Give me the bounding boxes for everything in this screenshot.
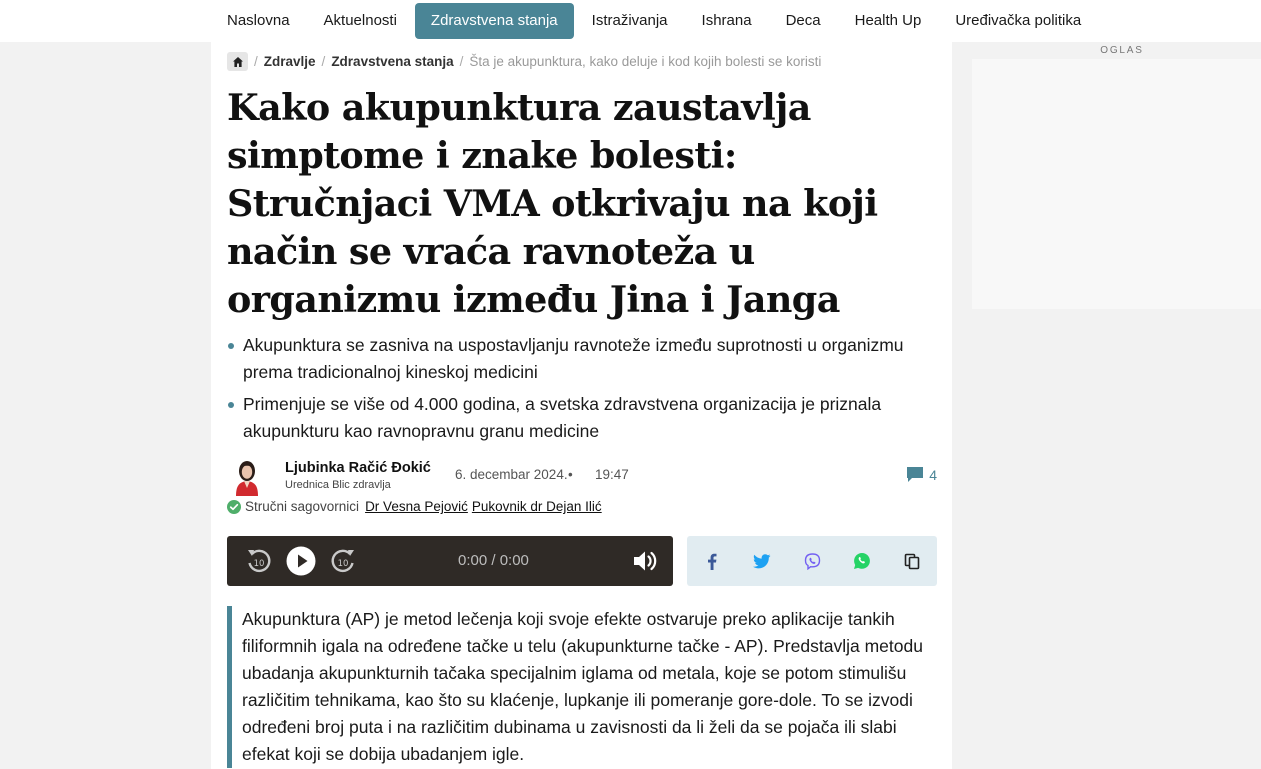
author-avatar[interactable]: [227, 454, 267, 496]
experts-label: Stručni sagovornici: [245, 499, 360, 514]
nav-item-zdravstvena-stanja[interactable]: Zdravstvena stanja: [415, 3, 574, 39]
article-title: Kako akupunktura zaustavlja simptome i znake bolesti: Stručnjaci VMA otkrivaju na koji način se vraća ravnoteža u organizmu između Jina i Janga: [227, 86, 878, 321]
ad-label: OGLAS: [1100, 45, 1144, 56]
article-highlights: [227, 332, 937, 450]
article-column: [211, 42, 952, 769]
article-lead: [227, 606, 939, 768]
share-facebook-button[interactable]: [702, 551, 722, 571]
nav-item-naslovna[interactable]: Naslovna: [227, 12, 290, 29]
comment-count: 4: [929, 466, 937, 483]
audio-time: 0:00 / 0:00: [458, 552, 529, 569]
share-whatsapp-button[interactable]: [852, 551, 872, 571]
forward-10-button[interactable]: [327, 545, 359, 577]
expert-link[interactable]: Dr Vesna Pejović: [365, 499, 468, 514]
rewind-seconds-label: 10: [253, 559, 265, 569]
breadcrumb-separator: /: [459, 54, 464, 69]
breadcrumb-link-zdravlje[interactable]: Zdravlje: [263, 54, 316, 69]
audio-player: [227, 536, 673, 586]
author-role: Urednica Blic zdravlja: [285, 479, 391, 491]
lead-paragraph: Akupunktura (AP) je metod lečenja koji svoje efekte ostvaruje preko aplikacije tankih filiformnih igala na određene tačke u telu (akupunkturne tačke - AP). Predstavlja metodu ubadanja akupunkturnih tačaka specijalnim iglama od metala, koje se potom stimulišu različitim tehnikama, kao što su klaćenje, lupkanje ili pomeranje gore-dole. To se izvodi određeni broj puta i na različitim dubinama u zavisnosti da li želi da se pojača ili slabi efekat koji se dobija ubadanjem igle.: [242, 609, 923, 764]
nav-item-health-up[interactable]: Health Up: [854, 12, 922, 29]
expert-link[interactable]: Pukovnik dr Dejan Ilić: [471, 499, 602, 514]
breadcrumb-separator: /: [321, 54, 326, 69]
author-name[interactable]: Ljubinka Račić Đokić: [285, 460, 431, 476]
facebook-icon: [707, 553, 717, 570]
breadcrumb-current: Šta je akupunktura, kako deluje i kod kojih bolesti se koristi: [469, 54, 822, 69]
nav-item-deca[interactable]: Deca: [785, 12, 821, 29]
nav-item-ishrana[interactable]: Ishrana: [701, 12, 752, 29]
highlight-item: Akupunktura se zasniva na uspostavljanju ravnoteže između suprotnosti u organizmu prema tradicionalnoj kineskoj medicini: [227, 332, 937, 386]
nav-item-uredjivacka-politika[interactable]: Uređivačka politika: [955, 12, 1082, 29]
breadcrumb-link-zdravstvena-stanja[interactable]: Zdravstvena stanja: [331, 54, 454, 69]
share-viber-button[interactable]: [802, 551, 822, 571]
share-bar: [687, 536, 937, 586]
forward-seconds-label: 10: [337, 559, 349, 569]
nav-item-aktuelnosti[interactable]: Aktuelnosti: [323, 12, 397, 29]
volume-button[interactable]: [629, 545, 661, 577]
twitter-icon: [753, 554, 771, 569]
play-button[interactable]: [285, 545, 317, 577]
share-twitter-button[interactable]: [752, 551, 772, 571]
verified-check-icon: [227, 500, 241, 514]
breadcrumb: [227, 52, 821, 71]
top-navigation: [0, 0, 1261, 42]
author-avatar-image: [227, 454, 267, 496]
meta-separator: •: [568, 467, 573, 482]
article-meta: [227, 454, 937, 496]
breadcrumb-separator: /: [254, 54, 258, 69]
expert-sources: [227, 499, 606, 514]
copy-icon: [904, 553, 920, 570]
publish-date: 6. decembar 2024.: [455, 467, 568, 482]
copy-link-button[interactable]: [902, 551, 922, 571]
nav-menu: [211, 0, 1099, 42]
rewind-10-button[interactable]: [243, 545, 275, 577]
highlight-item: Primenjuje se više od 4.000 godina, a svetska zdravstvena organizacija je priznala akupunkturu kao ravnopravnu granu medicine: [227, 391, 937, 445]
publish-time: 19:47: [595, 467, 629, 482]
home-icon: [232, 56, 244, 68]
viber-icon: [804, 553, 821, 570]
comment-icon: [906, 466, 924, 483]
whatsapp-icon: [853, 552, 871, 570]
breadcrumb-home-button[interactable]: [227, 52, 248, 71]
ad-slot: [972, 59, 1261, 309]
comments-button[interactable]: [906, 466, 937, 483]
nav-item-istrazivanja[interactable]: Istraživanja: [591, 12, 668, 29]
